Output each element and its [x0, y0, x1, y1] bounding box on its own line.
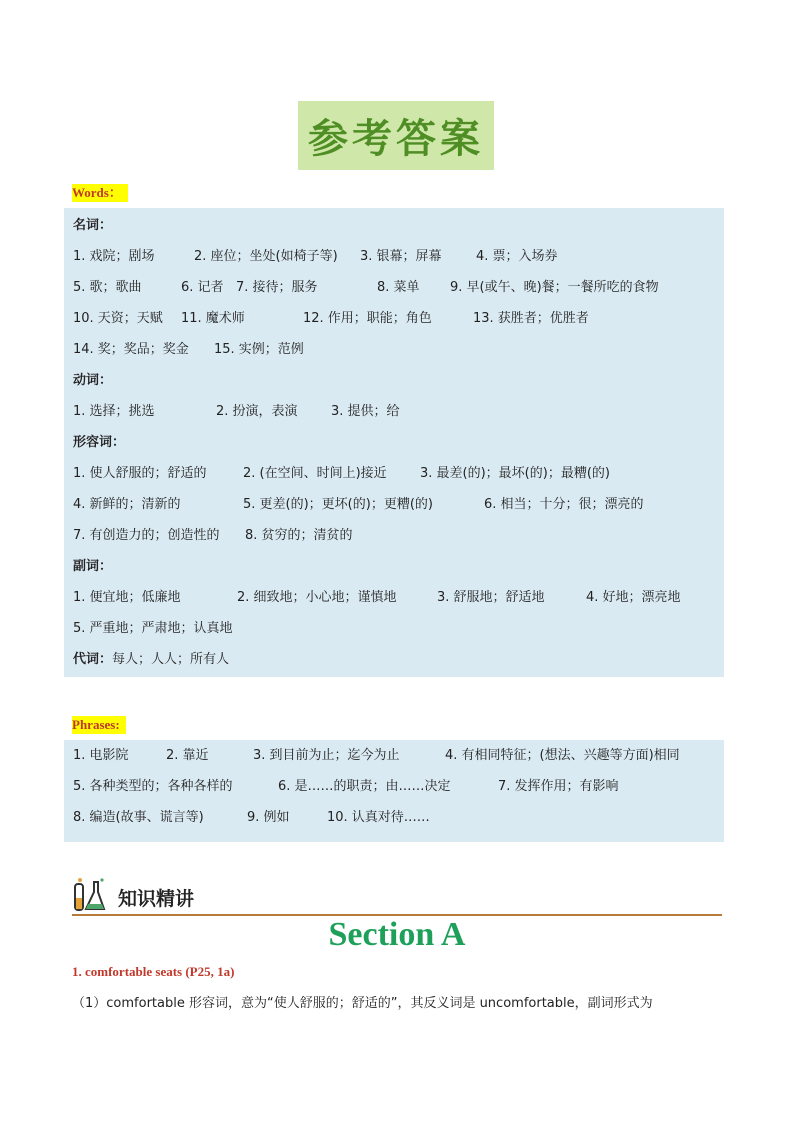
list-item: 11. 魔术师	[181, 311, 245, 326]
list-item: 2. (在空间、时间上)接近	[243, 466, 387, 481]
list-item: 3. 最差(的)；最坏(的)；最糟(的)	[420, 466, 610, 481]
list-item: 1. 使人舒服的；舒适的	[73, 466, 207, 481]
list-item: 4. 有相同特征；(想法、兴趣等方面)相同	[445, 748, 680, 763]
words-box	[64, 208, 724, 677]
list-item: 名词：	[73, 218, 113, 233]
list-item: 13. 获胜者；优胜者	[473, 311, 589, 326]
answer-logo-text: 参考答案	[308, 115, 484, 162]
list-item: 副词：	[73, 559, 113, 574]
list-item: 4. 票；入场券	[476, 249, 558, 264]
flask-icon	[72, 876, 112, 914]
list-item: 2. 座位；坐处(如椅子等)	[194, 249, 338, 264]
list-item: 7. 有创造力的；创造性的	[73, 528, 220, 543]
list-item: 12. 作用；职能；角色	[303, 311, 432, 326]
list-item: 1. 戏院；剧场	[73, 249, 155, 264]
list-item: 8. 贫穷的；清贫的	[245, 528, 353, 543]
item-paragraph: （1）comfortable 形容词，意为“使人舒服的；舒适的”，其反义词是 uncomfortable，副词形式为	[72, 996, 653, 1011]
list-item: 3. 舒服地；舒适地	[437, 590, 545, 605]
list-item: 代词：每人；人人；所有人	[73, 652, 230, 667]
knowledge-title: 知识精讲	[118, 888, 195, 910]
list-item: 1. 选择；挑选	[73, 404, 155, 419]
words-label: Words：	[72, 184, 128, 202]
list-item: 5. 歌；歌曲	[73, 280, 142, 295]
list-item: 2. 细致地；小心地；谨慎地	[237, 590, 397, 605]
list-item: 4. 好地；漂亮地	[586, 590, 681, 605]
list-item: 9. 早(或午、晚)餐；一餐所吃的食物	[450, 280, 659, 295]
list-item: 7. 发挥作用；有影响	[498, 779, 619, 794]
list-item: 6. 相当；十分；很；漂亮的	[484, 497, 644, 512]
item-heading: 1. comfortable seats (P25, 1a)	[72, 964, 235, 979]
phrases-label: Phrases:	[72, 716, 126, 734]
list-item: 形容词：	[73, 435, 126, 450]
list-item: 9. 例如	[247, 810, 290, 825]
list-item: 3. 到目前为止；迄今为止	[253, 748, 400, 763]
answer-logo	[298, 101, 494, 170]
list-item: 15. 实例；范例	[214, 342, 304, 357]
list-item: 1. 电影院	[73, 748, 129, 763]
list-item: 5. 各种类型的；各种各样的	[73, 779, 233, 794]
list-item: 14. 奖；奖品；奖金	[73, 342, 189, 357]
list-item: 4. 新鲜的；清新的	[73, 497, 181, 512]
knowledge-header	[72, 876, 722, 916]
section-title: Section A	[328, 916, 466, 953]
list-item: 8. 菜单	[377, 280, 420, 295]
phrases-box	[64, 740, 724, 842]
list-item: 5. 严重地；严肃地；认真地	[73, 621, 233, 636]
list-item: 2. 扮演，表演	[216, 404, 298, 419]
list-item: 6. 是……的职责；由……决定	[278, 779, 451, 794]
list-item: 5. 更差(的)；更坏(的)；更糟(的)	[243, 497, 433, 512]
list-item: 3. 银幕；屏幕	[360, 249, 442, 264]
list-item: 3. 提供；给	[331, 404, 400, 419]
list-item: 1. 便宜地；低廉地	[73, 590, 181, 605]
list-item: 10. 天资；天赋	[73, 311, 163, 326]
list-item: 7. 接待；服务	[236, 280, 318, 295]
list-item: 6. 记者	[181, 280, 224, 295]
list-item: 10. 认真对待……	[327, 810, 430, 825]
list-item: 2. 靠近	[166, 748, 209, 763]
list-item: 8. 编造(故事、谎言等)	[73, 810, 204, 825]
list-item: 动词：	[73, 373, 113, 388]
